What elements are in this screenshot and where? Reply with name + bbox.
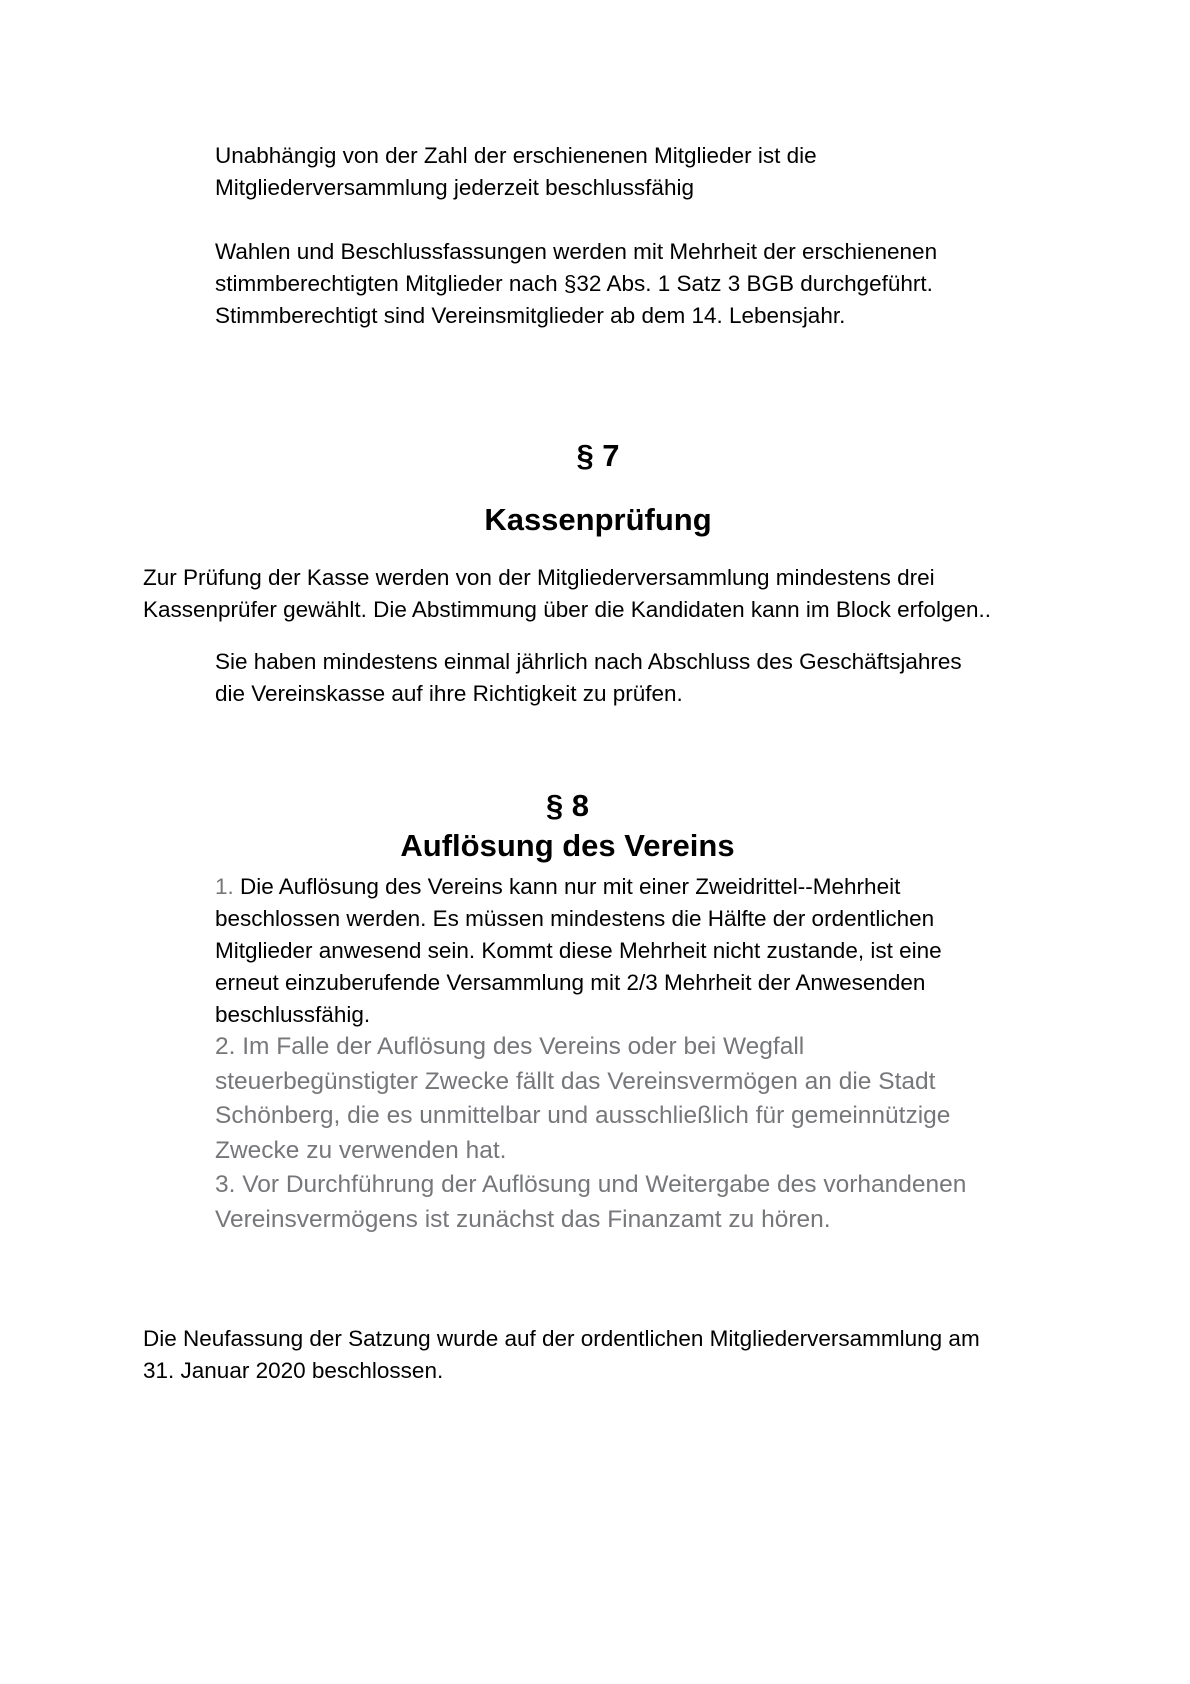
text-line: Wahlen und Beschlussfassungen werden mit Mehrheit der erschienenen: [215, 239, 938, 264]
text-line: Stimmberechtigt sind Vereinsmitglieder ab dem 14. Lebensjahr.: [215, 303, 846, 328]
list-number: 1.: [215, 874, 234, 899]
text-line: Sie haben mindestens einmal jährlich nach Abschluss des Geschäftsjahres: [215, 649, 962, 674]
text-line: die Vereinskasse auf ihre Richtigkeit zu prüfen.: [215, 681, 683, 706]
text-line: 3. Vor Durchführung der Auflösung und Weitergabe des vorhandenen: [215, 1171, 967, 1198]
text-line: Unabhängig von der Zahl der erschienenen Mitglieder ist die: [215, 143, 817, 168]
text-line: 31. Januar 2020 beschlossen.: [143, 1358, 444, 1383]
paragraph-voting: [215, 236, 1085, 332]
section-7-number: § 7: [576, 438, 620, 473]
section-8-number: § 8: [545, 788, 590, 823]
list-item-dissolution-2: [215, 1030, 1085, 1168]
text-line: Zur Prüfung der Kasse werden von der Mitgliederversammlung mindestens drei: [143, 565, 935, 590]
text-line: 2. Im Falle der Auflösung des Vereins oder bei Wegfall: [215, 1033, 805, 1060]
paragraph-audit-duty: [215, 646, 1085, 710]
text-line: Mitglieder anwesend sein. Kommt diese Mehrheit nicht zustande, ist eine: [215, 938, 942, 963]
text-line: steuerbegünstigter Zwecke fällt das Vereinsvermögen an die Stadt: [215, 1067, 936, 1095]
paragraph-closing: [143, 1323, 1103, 1387]
section-7-title: Kassenprüfung: [484, 502, 712, 537]
text-line: Schönberg, die es unmittelbar und ausschließlich für gemeinnützige: [215, 1102, 951, 1129]
text-line: Zwecke zu verwenden hat.: [215, 1136, 507, 1164]
text-line: 1. Die Auflösung des Vereins kann nur mit einer Zweidrittel--Mehrheit: [215, 874, 901, 899]
paragraph-audit-election: [143, 562, 1103, 626]
text-line: Die Neufassung der Satzung wurde auf der ordentlichen Mitgliederversammlung am: [143, 1326, 980, 1351]
text-line: Mitgliederversammlung jederzeit beschlussfähig: [215, 175, 694, 200]
text-line: beschlossen werden. Es müssen mindestens die Hälfte der ordentlichen: [215, 906, 935, 931]
text-line: erneut einzuberufende Versammlung mit 2/3 Mehrheit der Anwesenden: [215, 970, 926, 995]
section-8-title: Auflösung des Vereins: [400, 828, 735, 863]
list-item-dissolution-1: [215, 871, 1085, 1031]
text-line: Vereinsvermögens ist zunächst das Finanzamt zu hören.: [215, 1205, 831, 1233]
text-line: stimmberechtigten Mitglieder nach §32 Abs. 1 Satz 3 BGB durchgeführt.: [215, 271, 933, 296]
list-item-dissolution-3: [215, 1168, 1085, 1237]
paragraph-quorum: [215, 140, 1085, 204]
text-line: beschlussfähig.: [215, 1002, 371, 1027]
text-line: Kassenprüfer gewählt. Die Abstimmung über die Kandidaten kann im Block erfolgen..: [143, 597, 991, 622]
